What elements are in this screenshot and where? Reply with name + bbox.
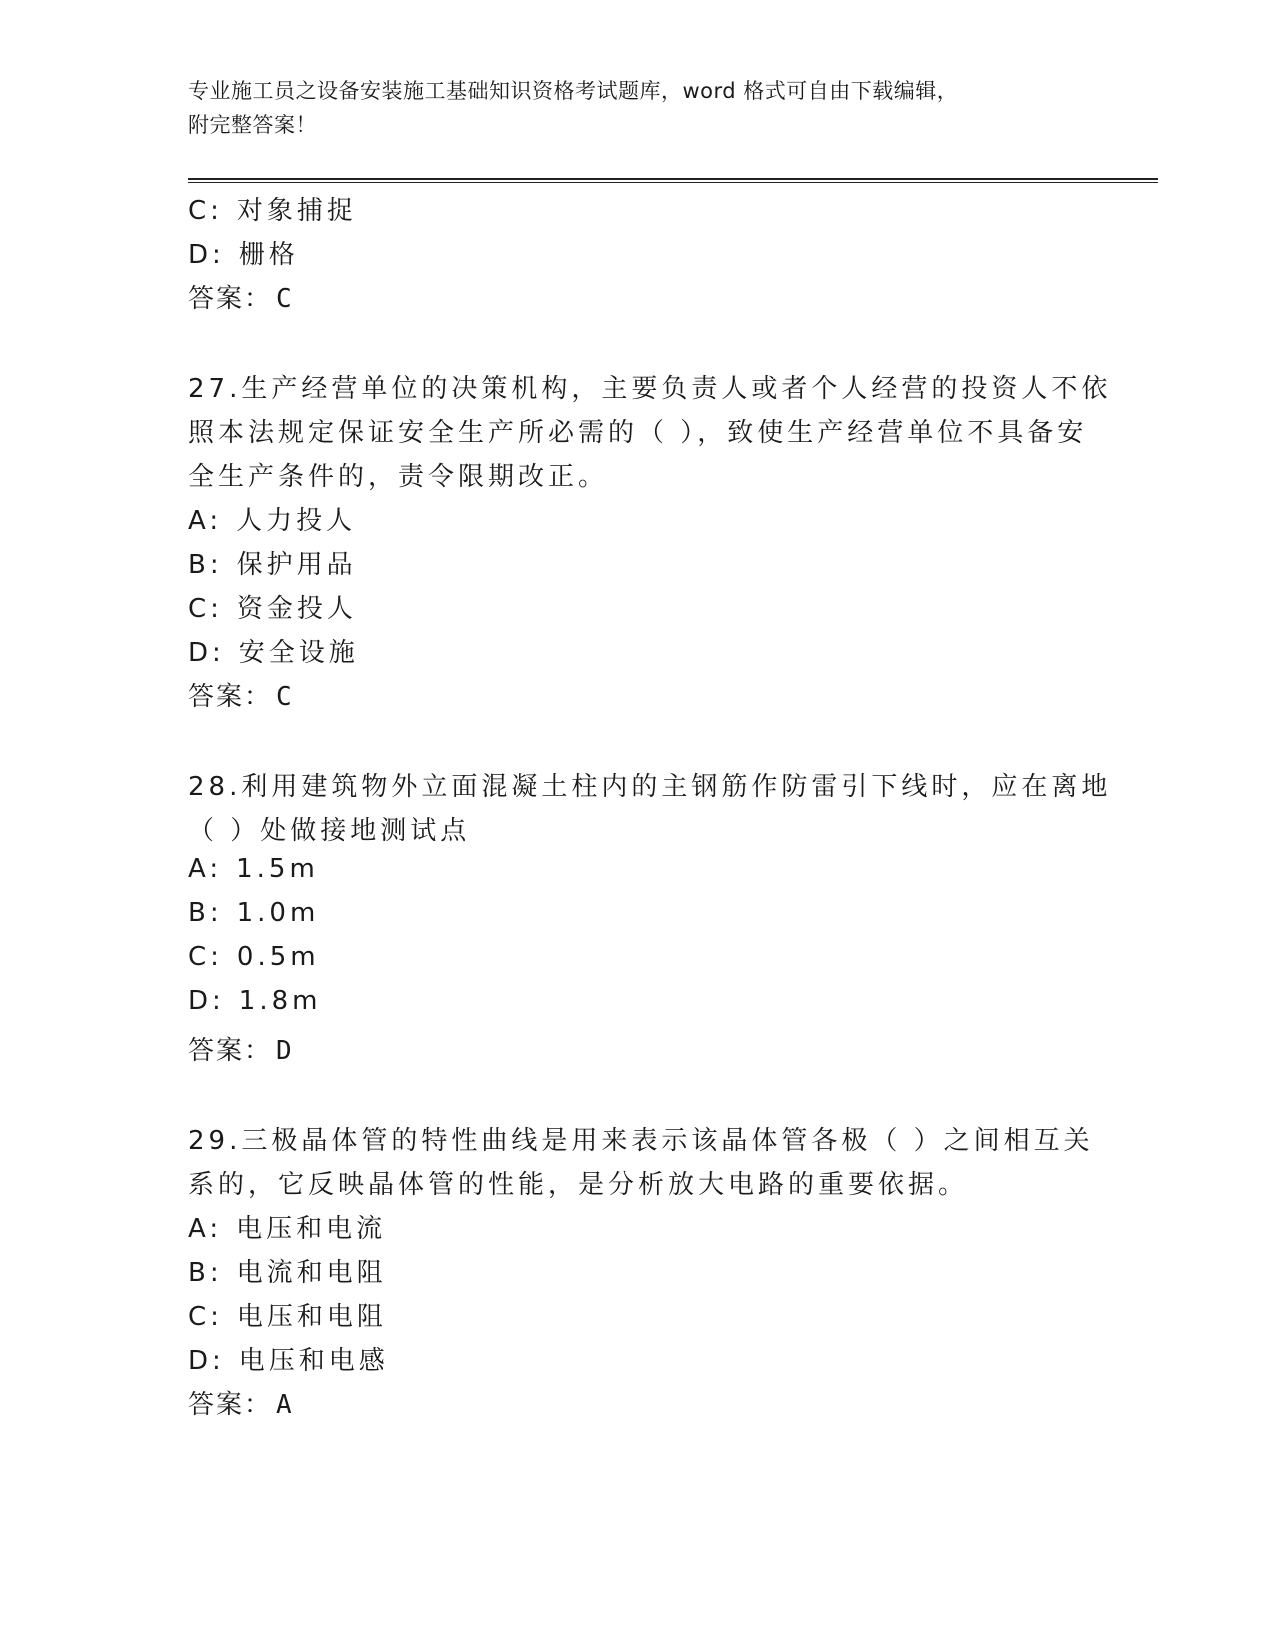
q27-stem-line-3: 全生产条件的，责令限期改正。 [188, 462, 609, 492]
q28-stem-line-2: （ ）处做接地测试点 [188, 816, 471, 846]
q29-option-a [188, 1208, 386, 1245]
question-number: 29. [188, 1126, 242, 1156]
q27-stem-line-2: 照本法规定保证安全生产所必需的（ ），致使生产经营单位不具备安 [188, 418, 1088, 448]
option-letter: C: [188, 594, 223, 624]
option-letter: D: [188, 1346, 225, 1376]
q27-option-c [188, 588, 357, 625]
option-text: 电压和电流 [236, 1214, 387, 1244]
answer-label: 答案： [188, 1036, 273, 1066]
header-divider [188, 178, 1158, 183]
option-letter: A: [188, 1214, 223, 1244]
header-line-1: 专业施工员之设备安装施工基础知识资格考试题库，word 格式可自由下载编辑， [188, 79, 959, 103]
q26-option-c [188, 190, 357, 227]
q29-option-b [188, 1252, 387, 1289]
header-line-2: 附完整答案！ [188, 113, 317, 137]
q29-stem-line-1 [188, 1120, 1094, 1157]
option-text: 0.5m [236, 942, 320, 972]
option-text: 人力投人 [236, 506, 357, 536]
option-letter: C: [188, 196, 223, 226]
q29-option-c [188, 1296, 387, 1333]
option-text: 1.0m [236, 898, 320, 928]
q28-option-d [188, 986, 321, 1016]
option-letter: B: [188, 550, 223, 580]
option-text: 电流和电阻 [236, 1258, 387, 1288]
q26-answer [188, 278, 294, 315]
answer-label: 答案： [188, 284, 273, 314]
q28-stem-line-1 [188, 766, 1111, 803]
option-text: 资金投人 [236, 594, 357, 624]
q28-answer [188, 1030, 294, 1067]
q29-option-d [188, 1340, 389, 1377]
q27-answer [188, 676, 294, 713]
question-number: 28. [188, 772, 242, 802]
option-letter: B: [188, 1258, 223, 1288]
q28-option-b [188, 898, 319, 928]
question-number: 27. [188, 374, 242, 404]
question-text: 利用建筑物外立面混凝土柱内的主钢筋作防雷引下线时，应在离地 [241, 772, 1112, 802]
answer-value: C [276, 682, 294, 712]
option-letter: A: [188, 854, 223, 884]
question-text: 生产经营单位的决策机构，主要负责人或者个人经营的投资人不依 [241, 374, 1112, 404]
option-text: 电压和电感 [238, 1346, 389, 1376]
option-text: 1.8m [238, 986, 322, 1016]
answer-label: 答案： [188, 682, 273, 712]
option-letter: D: [188, 240, 225, 270]
option-text: 安全设施 [238, 638, 359, 668]
option-text: 对象捕捉 [236, 196, 357, 226]
option-letter: C: [188, 942, 223, 972]
question-text: 三极晶体管的特性曲线是用来表示该晶体管各极（ ）之间相互关 [241, 1126, 1094, 1156]
option-text: 栅格 [238, 240, 299, 270]
answer-label: 答案： [188, 1390, 273, 1420]
answer-value: D [276, 1036, 294, 1066]
document-header [188, 74, 1068, 142]
option-text: 电压和电阻 [236, 1302, 387, 1332]
q29-answer [188, 1384, 294, 1421]
q27-option-a [188, 500, 356, 537]
q27-option-d [188, 632, 359, 669]
option-letter: C: [188, 1302, 223, 1332]
answer-value: A [276, 1390, 294, 1420]
option-letter: D: [188, 986, 225, 1016]
q29-stem-line-2: 系的，它反映晶体管的性能，是分析放大电路的重要依据。 [188, 1170, 969, 1200]
q28-option-a [188, 854, 319, 884]
option-text: 保护用品 [236, 550, 357, 580]
option-letter: B: [188, 898, 223, 928]
q27-option-b [188, 544, 357, 581]
q28-option-c [188, 942, 320, 972]
q27-stem-line-1 [188, 368, 1111, 405]
option-text: 1.5m [236, 854, 319, 884]
option-letter: A: [188, 506, 223, 536]
answer-value: C [276, 284, 294, 314]
option-letter: D: [188, 638, 225, 668]
q26-option-d [188, 234, 299, 271]
